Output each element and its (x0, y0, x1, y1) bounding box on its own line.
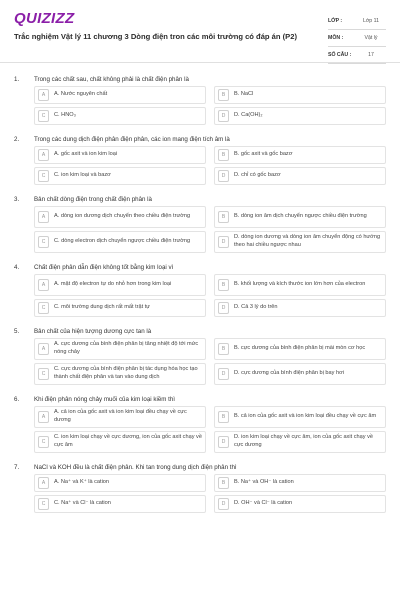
option-text: A. Nước nguyên chất (54, 91, 108, 98)
option-row (34, 206, 386, 228)
meta-key: MÔN : (328, 35, 344, 41)
option-letter: A (38, 89, 49, 101)
option-letter: C (38, 110, 49, 122)
option-d[interactable] (214, 231, 386, 253)
meta-value: Lớp 11 (363, 18, 379, 24)
option-a[interactable] (34, 274, 206, 296)
option-text: A. cả ion của gốc axit và ion kim loại đều chạy về cực dương (54, 409, 187, 423)
question (0, 392, 400, 453)
option-letter: A (38, 149, 49, 161)
options (34, 206, 386, 253)
option-a[interactable] (34, 146, 206, 164)
option-a[interactable] (34, 406, 206, 428)
option-text: B. NaCl (234, 91, 254, 98)
option-text: B. gốc axit và gốc bazơ (234, 151, 293, 158)
options (34, 86, 386, 125)
question-text: Chất điện phân dẫn điện không tốt bằng kim loại vì (34, 263, 174, 271)
option-letter: D (218, 236, 229, 248)
option-text: B. dòng ion âm dịch chuyển ngược chiều điện trường (234, 213, 367, 220)
option-text: C. Na⁺ và Cl⁻ là cation (54, 500, 111, 507)
question-header (0, 260, 400, 274)
option-text: D. Ca(OH)₂ (234, 112, 263, 119)
option-row (34, 107, 386, 125)
option-row (34, 86, 386, 104)
question-header (0, 192, 400, 206)
question-text: Trong các chất sau, chất không phải là chất điện phân là (34, 75, 189, 83)
option-letter: C (38, 170, 49, 182)
option-text: C. môi trường dung dịch rất mất trật tự (54, 304, 151, 311)
option-letter: A (38, 411, 49, 423)
question-number: 6. (14, 395, 20, 403)
option-row (34, 146, 386, 164)
option-row (34, 167, 386, 185)
question (0, 260, 400, 317)
header-divider (0, 62, 400, 63)
question (0, 324, 400, 385)
option-letter: B (218, 343, 229, 355)
option-row (34, 299, 386, 317)
option-letter: C (38, 368, 49, 380)
option-letter: B (218, 149, 229, 161)
option-b[interactable] (214, 86, 386, 104)
option-text: B. cực dương của bình điện phân bị mài mòn cơ học (234, 345, 366, 352)
option-row (34, 495, 386, 513)
option-c[interactable] (34, 107, 206, 125)
option-b[interactable] (214, 274, 386, 296)
option-text: C. ion kim loại và bazơ (54, 172, 111, 179)
option-c[interactable] (34, 299, 206, 317)
meta-key: SỐ CÂU : (328, 52, 352, 58)
option-row (34, 363, 386, 385)
option-b[interactable] (214, 146, 386, 164)
option-d[interactable] (214, 363, 386, 385)
question-number: 4. (14, 263, 20, 271)
option-text: A. Na⁺ và K⁺ là cation (54, 479, 110, 486)
option-c[interactable] (34, 363, 206, 385)
option-text: C. cực dương của bình điện phân bị tác dụng hóa học tạo thành chất điện phân và tan vào dung dịch (54, 366, 198, 380)
meta-key: LỚP : (328, 18, 343, 24)
option-b[interactable] (214, 338, 386, 360)
option-letter: B (218, 211, 229, 223)
option-letter: A (38, 477, 49, 489)
options (34, 406, 386, 453)
options (34, 146, 386, 185)
option-a[interactable] (34, 206, 206, 228)
option-text: A. mật độ electron tự do nhỏ hơn trong kim loại (54, 281, 172, 288)
option-c[interactable] (34, 167, 206, 185)
option-letter: B (218, 89, 229, 101)
option-b[interactable] (214, 206, 386, 228)
question-number: 7. (14, 463, 20, 471)
option-letter: D (218, 436, 229, 448)
question-header (0, 72, 400, 86)
page-title: Trắc nghiệm Vật lý 11 chương 3 Dòng điện tron các môi trường có đáp án (P2) (14, 32, 297, 41)
meta-value: Vật lý (364, 35, 378, 41)
question-text: Khi điện phân nóng chảy muối của kim loại kiềm thì (34, 395, 176, 403)
option-d[interactable] (214, 167, 386, 185)
option-row (34, 431, 386, 453)
option-text: D. dòng ion dương và dòng ion âm chuyển động có hướng theo hai chiều ngược nhau (234, 234, 381, 248)
question-text: Bản chất của hiện tượng dương cực tan là (34, 327, 152, 335)
option-letter: D (218, 170, 229, 182)
question-text: Trong các dung dịch điện phân điện phân, các ion mang điện tích âm là (34, 135, 230, 143)
question-number: 3. (14, 195, 20, 203)
option-c[interactable] (34, 495, 206, 513)
meta-panel (328, 13, 386, 64)
question (0, 132, 400, 185)
question-header (0, 460, 400, 474)
question-number: 1. (14, 75, 20, 83)
question (0, 72, 400, 125)
meta-row-class (328, 13, 386, 30)
option-b[interactable] (214, 406, 386, 428)
option-letter: C (38, 302, 49, 314)
option-text: D. ion kim loại chạy về cực âm, ion của gốc axit chạy về cực dương (234, 434, 373, 448)
option-letter: D (218, 302, 229, 314)
option-row (34, 231, 386, 253)
option-text: B. cả ion của gốc axit và ion kim loại đều chạy về cực âm (234, 413, 377, 420)
option-text: C. HNO₃ (54, 112, 76, 119)
question (0, 192, 400, 253)
option-text: B. Na⁺ và OH⁻ là cation (234, 479, 294, 486)
option-a[interactable] (34, 86, 206, 104)
option-letter: A (38, 279, 49, 291)
meta-row-subject (328, 30, 386, 47)
option-letter: C (38, 498, 49, 510)
option-letter: B (218, 411, 229, 423)
option-letter: A (38, 343, 49, 355)
option-text: A. gốc axit và ion kim loại (54, 151, 118, 158)
question-text: NaCl và KOH đều là chất điện phân. Khi tan trong dung dịch điện phân thì (34, 463, 237, 471)
option-row (34, 338, 386, 360)
option-a[interactable] (34, 474, 206, 492)
option-row (34, 274, 386, 296)
option-d[interactable] (214, 431, 386, 453)
option-row (34, 406, 386, 428)
option-d[interactable] (214, 495, 386, 513)
option-text: A. dòng ion dương dịch chuyển theo chiều điện trường (54, 213, 191, 220)
option-letter: B (218, 477, 229, 489)
question-header (0, 132, 400, 146)
option-c[interactable] (34, 431, 206, 453)
option-d[interactable] (214, 107, 386, 125)
option-text: D. chỉ có gốc bazơ (234, 172, 281, 179)
option-letter: D (218, 368, 229, 380)
option-text: B. khối lượng và kích thước ion lớn hơn của electron (234, 281, 366, 288)
option-text: C. dòng electron dịch chuyển ngược chiều điện trường (54, 238, 191, 245)
option-letter: B (218, 279, 229, 291)
question-header (0, 324, 400, 338)
header (0, 0, 400, 68)
question-number: 2. (14, 135, 20, 143)
option-text: A. cực dương của bình điện phân bị tăng nhiệt độ tới mức nóng chảy (54, 341, 199, 355)
option-letter: C (38, 436, 49, 448)
question-header (0, 392, 400, 406)
option-row (34, 474, 386, 492)
option-text: C. ion kim loại chạy về cực dương, ion của gốc axit chạy về cực âm (54, 434, 202, 448)
meta-value: 17 (368, 52, 374, 58)
option-letter: C (38, 236, 49, 248)
question-list (0, 72, 400, 520)
option-a[interactable] (34, 338, 206, 360)
option-letter: D (218, 498, 229, 510)
question (0, 460, 400, 513)
quizizz-logo: QUIZIZZ (14, 10, 75, 27)
option-b[interactable] (214, 474, 386, 492)
option-d[interactable] (214, 299, 386, 317)
question-text: Bản chất dòng điện trong chất điện phân là (34, 195, 152, 203)
options (34, 474, 386, 513)
options (34, 274, 386, 317)
options (34, 338, 386, 385)
question-number: 5. (14, 327, 20, 335)
option-c[interactable] (34, 231, 206, 253)
option-text: D. OH⁻ và Cl⁻ là cation (234, 500, 293, 507)
option-letter: D (218, 110, 229, 122)
option-letter: A (38, 211, 49, 223)
option-text: D. cực dương của bình điện phân bị bay hơi (234, 370, 344, 377)
option-text: D. Cả 3 lý do trên (234, 304, 278, 311)
